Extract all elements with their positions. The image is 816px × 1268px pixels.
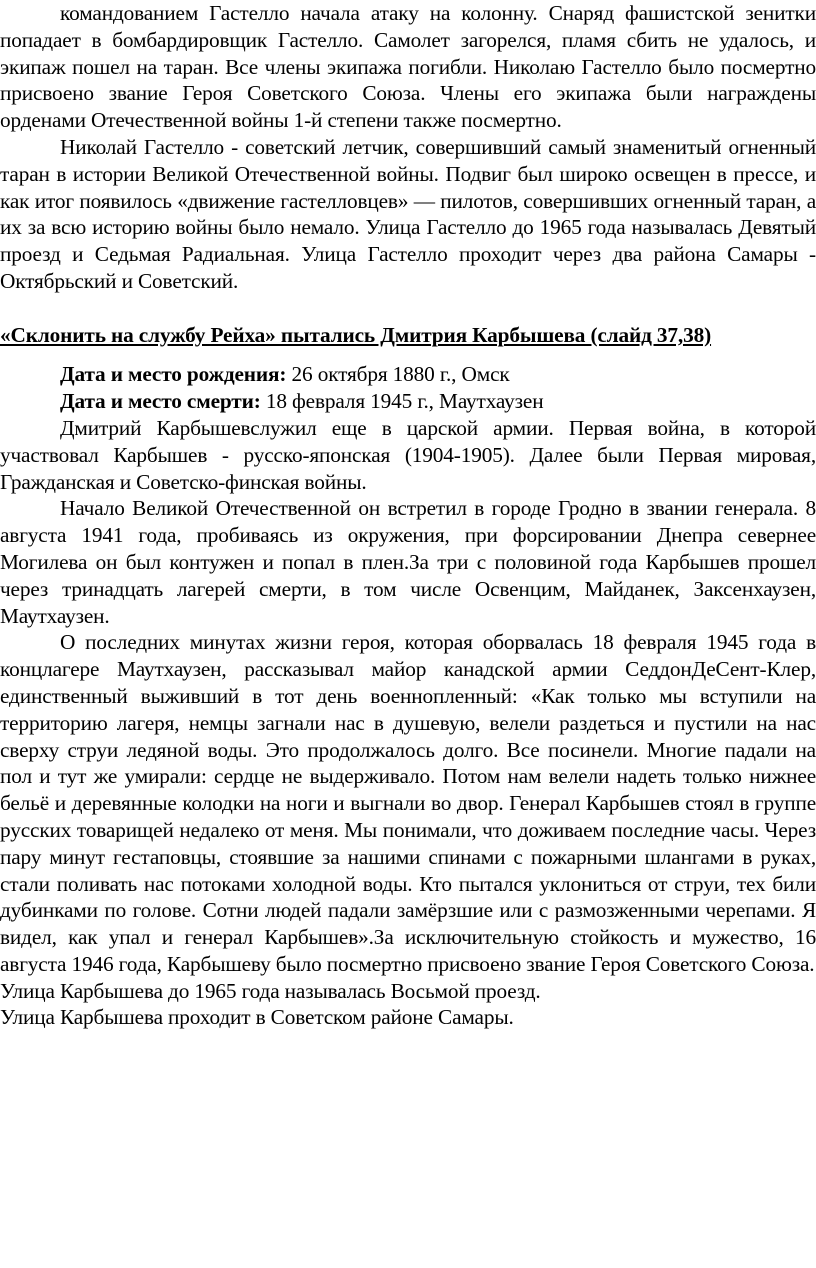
death-info: [0, 388, 816, 415]
paragraph-karbyshev-captivity: Начало Великой Отечественной он встретил в городе Гродно в звании генерала. 8 августа 1941 года, пробиваясь из окружения, при форсировании Днепра севернее Могилева он был контужен и попал в плен.За три с половиной года Карбышев прошел через тринадцать лагерей смерти, в том числе Освенцим, Майданек, Заксенхаузен, Маутхаузен.: [0, 496, 816, 628]
section-heading-karbyshev: «Склонить на службу Рейха» пытались Дмитрия Карбышева (слайд 37,38): [0, 322, 712, 347]
blank-line: [0, 348, 816, 361]
death-label: Дата и место смерти:: [60, 389, 261, 414]
birth-info: [0, 361, 816, 388]
paragraph-karbyshev-service: Дмитрий Карбышевслужил еще в царской армии. Первая война, в которой участвовал Карбышев - русско-японская (1904-1905). Далее были Первая мировая, Гражданская и Советско-финская войны.: [0, 415, 816, 494]
paragraph-gastello-attack: командованием Гастелло начала атаку на колонну. Снаряд фашистской зенитки попадает в бомбардировщик Гастелло. Самолет загорелся, пламя сбить не удалось, и экипаж пошел на таран. Все члены экипажа погибли. Николаю Гастелло было посмертно присвоено звание Героя Советского Союза. Члены его экипажа были награждены орденами Отечественной войны 1-й степени также посмертно.: [0, 1, 816, 133]
paragraph-street-former-name: Улица Карбышева до 1965 года называлась Восьмой проезд.: [0, 978, 541, 1003]
birth-value: 26 октября 1880 г., Омск: [286, 362, 510, 387]
death-value: 18 февраля 1945 г., Маутхаузен: [260, 389, 544, 414]
birth-label: Дата и место рождения:: [60, 362, 287, 387]
paragraph-gastello-summary: Николай Гастелло - советский летчик, совершивший самый знаменитый огненный таран в истории Великой Отечественной войны. Подвиг был широко освещен в прессе, и как итог появилось «движение гастелловцев» — пилотов, совершивших огненный таран, а их за всю историю войны было немало. Улица Гастелло до 1965 года называлась Девятый проезд и Седьмая Радиальная. Улица Гастелло проходит через два района Самары - Октябрьский и Советский.: [0, 134, 816, 293]
paragraph-karbyshev-death: О последних минутах жизни героя, которая оборвалась 18 февраля 1945 года в концлагере Маутхаузен, рассказывал майор канадской армии СеддонДеСент-Клер, единственный выживший в тот день военнопленный: «Как только мы вступили на территорию лагеря, немцы загнали нас в душевую, велели раздеться и пустили на нас сверху струи ледяной воды. Это продолжалось долго. Все посинели. Многие падали на пол и тут же умирали: сердце не выдерживало. Потом нам велели надеть только нижнее бельё и деревянные колодки на ноги и выгнали во двор. Генерал Карбышев стоял в группе русских товарищей недалеко от меня. Мы понимали, что доживаем последние часы. Через пару минут гестаповцы, стоявшие за нашими спинами с пожарными шлангами в руках, стали поливать нас потоками холодной воды. Кто пытался уклониться от струи, тех били дубинками по голове. Сотни людей падали замёрзшие или с размозженными черепами. Я видел, как упал и генерал Карбышев».За исключительную стойкость и мужество, 16 августа 1946 года, Карбышеву было посмертно присвоено звание Героя Советского Союза.: [0, 630, 816, 976]
paragraph-street-location: Улица Карбышева проходит в Советском районе Самары.: [0, 1005, 514, 1030]
blank-line: [0, 295, 816, 322]
